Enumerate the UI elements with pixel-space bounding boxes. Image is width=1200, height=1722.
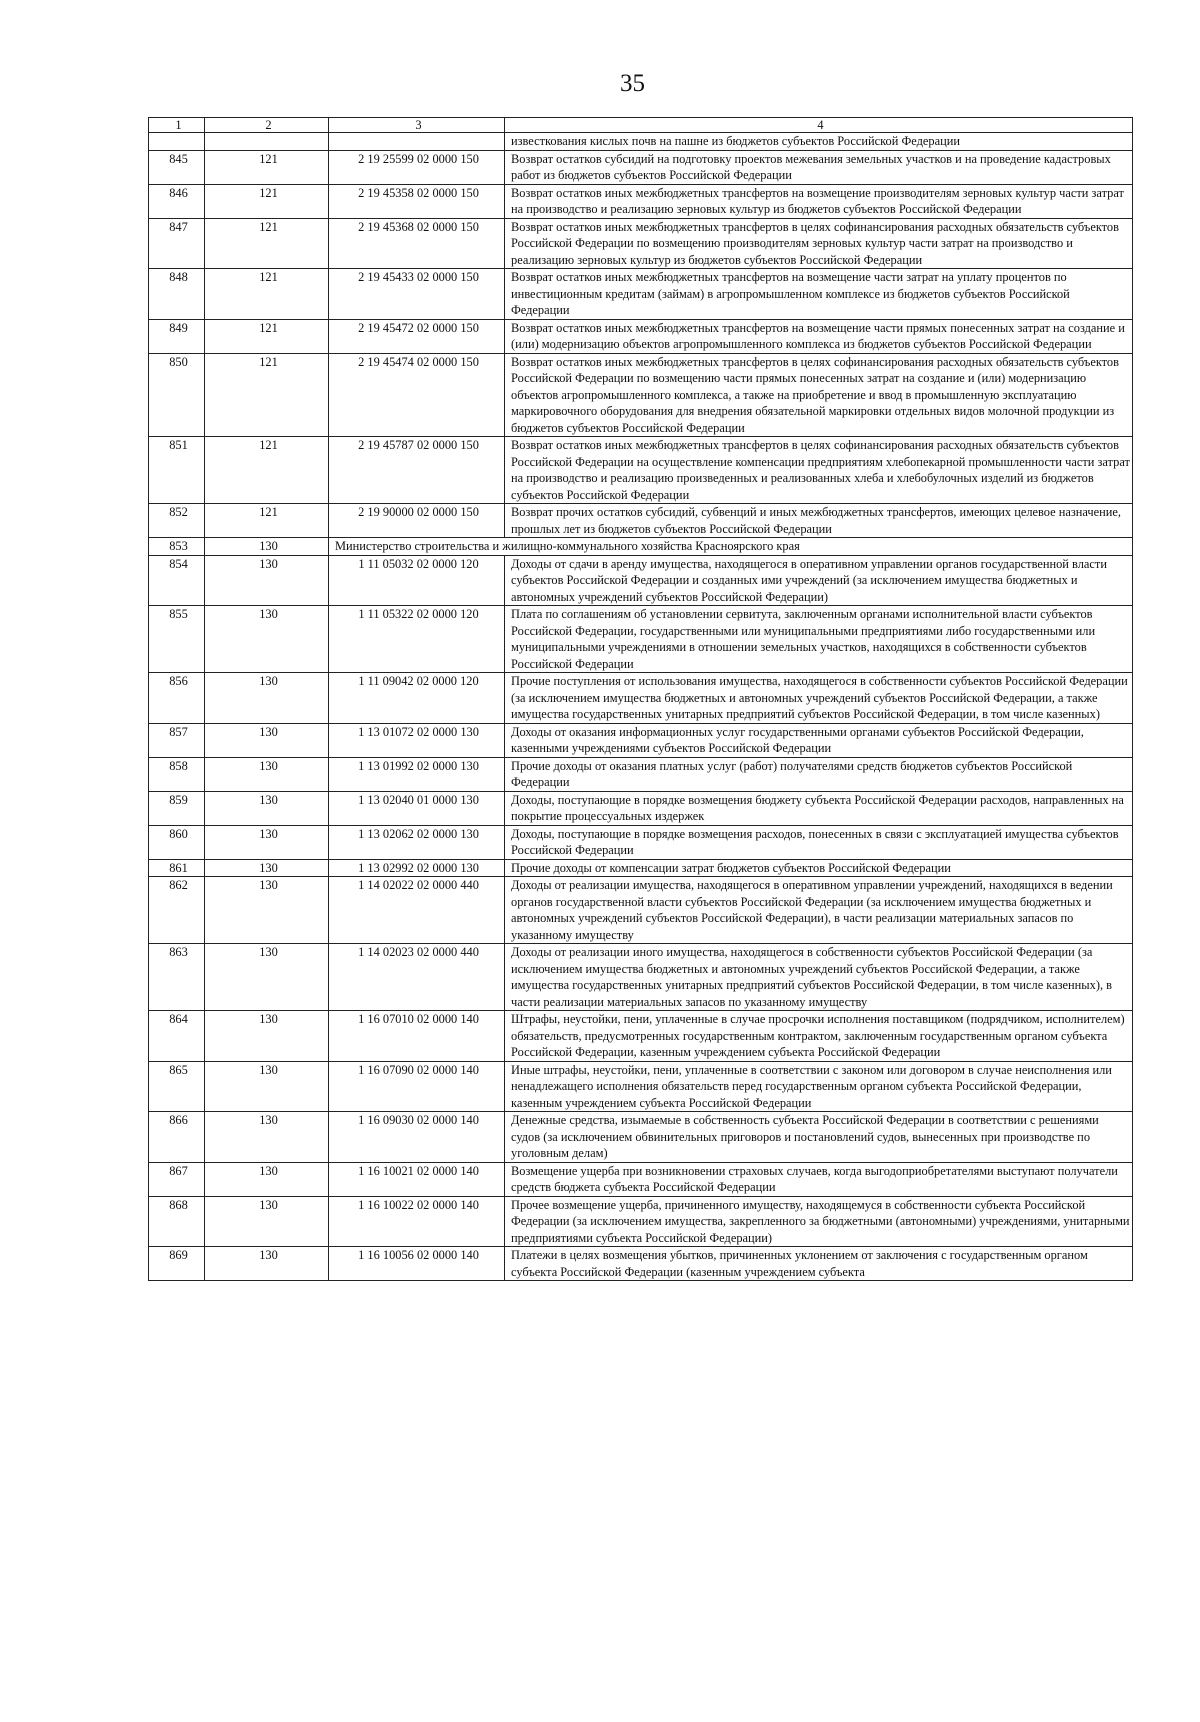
table-row [149, 944, 1133, 1011]
table-row [149, 877, 1133, 944]
budget-code-cell: 1 16 09030 02 0000 140 [329, 1112, 505, 1163]
table-row [149, 437, 1133, 504]
table-row [149, 606, 1133, 673]
table-row [149, 555, 1133, 606]
budget-code-cell: 1 16 10056 02 0000 140 [329, 1247, 505, 1281]
row-number-cell: 861 [149, 859, 205, 877]
admin-code-cell: 130 [205, 791, 329, 825]
table-row [149, 673, 1133, 724]
page-number: 35 [620, 70, 645, 97]
description-cell: Доходы от реализации имущества, находящегося в оперативном управлении учреждений, находящихся в ведении органов государственной власти субъектов Российской Федерации (за исключением имущества бюджетных и автономных учреждений субъектов Российской Федерации), в части реализации материальных запасов по указанному имуществу [505, 877, 1133, 944]
description-cell: Возврат остатков иных межбюджетных трансфертов в целях софинансирования расходных обязательств субъектов Российской Федерации по возмещению производителям зерновых культур части затрат на производство и реализацию зерновых культур из бюджетов субъектов Российской Федерации [505, 218, 1133, 269]
row-number-cell: 863 [149, 944, 205, 1011]
budget-code-cell: 1 11 05032 02 0000 120 [329, 555, 505, 606]
description-cell: Возврат прочих остатков субсидий, субвенций и иных межбюджетных трансфертов, имеющих целевое назначение, прошлых лет из бюджетов субъектов Российской Федерации [505, 504, 1133, 538]
row-number-cell: 853 [149, 538, 205, 556]
table-row [149, 1196, 1133, 1247]
admin-code-cell: 130 [205, 877, 329, 944]
budget-code-cell: 1 16 07010 02 0000 140 [329, 1011, 505, 1062]
table-row [149, 218, 1133, 269]
table-row [149, 150, 1133, 184]
table-row [149, 723, 1133, 757]
description-cell: известкования кислых почв на пашне из бюджетов субъектов Российской Федерации [505, 133, 1133, 151]
table-header-row [149, 118, 1133, 133]
budget-code-cell: 2 19 45358 02 0000 150 [329, 184, 505, 218]
description-cell: Возврат остатков иных межбюджетных трансфертов на возмещение части прямых понесенных затрат на создание и (или) модернизацию объектов агропромышленного комплекса из бюджетов субъектов Российской Федерации [505, 319, 1133, 353]
table-row [149, 1162, 1133, 1196]
row-number-cell: 860 [149, 825, 205, 859]
row-number-cell: 856 [149, 673, 205, 724]
description-cell: Прочие доходы от оказания платных услуг (работ) получателями средств бюджетов субъектов Российской Федерации [505, 757, 1133, 791]
budget-code-cell: 1 13 01992 02 0000 130 [329, 757, 505, 791]
table-row [149, 859, 1133, 877]
description-cell: Доходы от реализации иного имущества, находящегося в собственности субъектов Российской Федерации (за исключением имущества бюджетных и автономных учреждений субъектов Российской Федерации, а также имущества государственных унитарных предприятий субъектов Российской Федерации, в том числе казенных), в части реализации материальных запасов по указанному имуществу [505, 944, 1133, 1011]
table-row [149, 184, 1133, 218]
table-row [149, 269, 1133, 320]
table-row [149, 1112, 1133, 1163]
column-header: 2 [205, 118, 329, 133]
admin-code-cell: 121 [205, 184, 329, 218]
description-cell: Прочие доходы от компенсации затрат бюджетов субъектов Российской Федерации [505, 859, 1133, 877]
admin-code-cell: 130 [205, 673, 329, 724]
description-cell: Доходы от сдачи в аренду имущества, находящегося в оперативном управлении органов государственной власти субъектов Российской Федерации и созданных ими учреждений (за исключением имущества бюджетных и автономных учреждений субъектов Российской Федерации) [505, 555, 1133, 606]
row-number-cell: 869 [149, 1247, 205, 1281]
row-number-cell: 862 [149, 877, 205, 944]
budget-code-cell [329, 133, 505, 151]
row-number-cell: 855 [149, 606, 205, 673]
row-number-cell: 846 [149, 184, 205, 218]
admin-code-cell: 130 [205, 723, 329, 757]
budget-code-cell: 2 19 45472 02 0000 150 [329, 319, 505, 353]
budget-code-cell: 1 16 07090 02 0000 140 [329, 1061, 505, 1112]
row-number-cell: 866 [149, 1112, 205, 1163]
description-cell: Доходы, поступающие в порядке возмещения бюджету субъекта Российской Федерации расходов, направленных на покрытие процессуальных издержек [505, 791, 1133, 825]
row-number-cell: 848 [149, 269, 205, 320]
budget-code-cell: 1 11 05322 02 0000 120 [329, 606, 505, 673]
budget-code-cell: 2 19 45787 02 0000 150 [329, 437, 505, 504]
budget-code-cell: 1 16 10022 02 0000 140 [329, 1196, 505, 1247]
admin-code-cell: 130 [205, 1247, 329, 1281]
admin-code-cell: 121 [205, 353, 329, 437]
budget-code-cell: 1 13 02992 02 0000 130 [329, 859, 505, 877]
admin-code-cell: 130 [205, 1011, 329, 1062]
description-cell: Возврат остатков субсидий на подготовку проектов межевания земельных участков и на проведение кадастровых работ из бюджетов субъектов Российской Федерации [505, 150, 1133, 184]
table-row [149, 1247, 1133, 1281]
column-header: 1 [149, 118, 205, 133]
budget-code-cell: 1 11 09042 02 0000 120 [329, 673, 505, 724]
admin-code-cell: 130 [205, 1196, 329, 1247]
description-cell: Доходы, поступающие в порядке возмещения расходов, понесенных в связи с эксплуатацией имущества субъектов Российской Федерации [505, 825, 1133, 859]
row-number-cell: 845 [149, 150, 205, 184]
table-row [149, 1061, 1133, 1112]
budget-code-cell: 2 19 45474 02 0000 150 [329, 353, 505, 437]
table-row [149, 319, 1133, 353]
row-number-cell: 864 [149, 1011, 205, 1062]
column-header: 3 [329, 118, 505, 133]
table-body [149, 133, 1133, 1281]
description-cell: Доходы от оказания информационных услуг государственными органами субъектов Российской Федерации, казенными учреждениями субъектов Российской Федерации [505, 723, 1133, 757]
admin-code-cell: 130 [205, 538, 329, 556]
budget-code-cell: 1 14 02023 02 0000 440 [329, 944, 505, 1011]
admin-code-cell: 130 [205, 1112, 329, 1163]
description-cell: Денежные средства, изымаемые в собственность субъекта Российской Федерации в соответствии с решениями судов (за исключением обвинительных приговоров и постановлений судов, вынесенных при производстве по уголовным делам) [505, 1112, 1133, 1163]
admin-code-cell: 130 [205, 944, 329, 1011]
row-number-cell: 847 [149, 218, 205, 269]
row-number-cell: 857 [149, 723, 205, 757]
table-row [149, 133, 1133, 151]
table-row [149, 825, 1133, 859]
table-row [149, 757, 1133, 791]
description-cell: Возврат остатков иных межбюджетных трансфертов на возмещение производителям зерновых культур части затрат на производство и реализацию зерновых культур из бюджетов субъектов Российской Федерации [505, 184, 1133, 218]
row-number-cell: 850 [149, 353, 205, 437]
description-cell: Возврат остатков иных межбюджетных трансфертов в целях софинансирования расходных обязательств субъектов Российской Федерации по возмещению части прямых понесенных затрат на создание и (или) модернизацию объектов агропромышленного комплекса, а также на приобретение и ввод в промышленную эксплуатацию маркировочного оборудования для внедрения обязательной маркировки отдельных видов молочной продукции из бюджетов субъектов Российской Федерации [505, 353, 1133, 437]
row-number-cell: 859 [149, 791, 205, 825]
row-number-cell: 858 [149, 757, 205, 791]
description-cell: Иные штрафы, неустойки, пени, уплаченные в соответствии с законом или договором в случае неисполнения или ненадлежащего исполнения обязательств перед государственным органом субъекта Российской Федерации, казенным учреждением субъекта Российской Федерации [505, 1061, 1133, 1112]
revenue-codes-table [148, 117, 1133, 1281]
table-row [149, 538, 1133, 556]
admin-code-cell: 121 [205, 504, 329, 538]
table-row [149, 791, 1133, 825]
admin-code-cell: 130 [205, 1061, 329, 1112]
admin-code-cell: 121 [205, 218, 329, 269]
description-cell: Прочее возмещение ущерба, причиненного имуществу, находящемуся в собственности субъекта Российской Федерации (за исключением имущества, закрепленного за бюджетными (автономными) учреждениями, унитарными предприятиями субъекта Российской Федерации) [505, 1196, 1133, 1247]
admin-code-cell: 121 [205, 437, 329, 504]
description-cell: Штрафы, неустойки, пени, уплаченные в случае просрочки исполнения поставщиком (подрядчиком, исполнителем) обязательств, предусмотренных государственным контрактом, заключенным государственным органом субъекта Российской Федерации, казенным учреждением субъекта Российской Федерации [505, 1011, 1133, 1062]
description-cell: Прочие поступления от использования имущества, находящегося в собственности субъектов Российской Федерации (за исключением имущества бюджетных и автономных учреждений субъектов Российской Федерации, а также имущества государственных унитарных предприятий субъектов Российской Федерации, в том числе казенных) [505, 673, 1133, 724]
budget-code-cell: 1 13 01072 02 0000 130 [329, 723, 505, 757]
row-number-cell: 849 [149, 319, 205, 353]
admin-code-cell: 130 [205, 606, 329, 673]
budget-code-cell: 1 13 02062 02 0000 130 [329, 825, 505, 859]
admin-code-cell: 130 [205, 825, 329, 859]
admin-code-cell: 130 [205, 757, 329, 791]
row-number-cell: 867 [149, 1162, 205, 1196]
row-number-cell: 865 [149, 1061, 205, 1112]
row-number-cell: 868 [149, 1196, 205, 1247]
budget-code-cell: 2 19 45368 02 0000 150 [329, 218, 505, 269]
row-number-cell: 851 [149, 437, 205, 504]
admin-code-cell: 121 [205, 150, 329, 184]
description-cell: Возмещение ущерба при возникновении страховых случаев, когда выгодоприобретателями выступают получатели средств бюджета субъекта Российской Федерации [505, 1162, 1133, 1196]
description-cell: Возврат остатков иных межбюджетных трансфертов в целях софинансирования расходных обязательств субъектов Российской Федерации на осуществление компенсации предприятиям хлебопекарной промышленности части затрат на производство и реализацию произведенных и реализованных хлеба и хлебобулочных изделий из бюджетов субъектов Российской Федерации [505, 437, 1133, 504]
table-row [149, 504, 1133, 538]
budget-code-cell: 2 19 25599 02 0000 150 [329, 150, 505, 184]
row-number-cell: 852 [149, 504, 205, 538]
description-cell: Платежи в целях возмещения убытков, причиненных уклонением от заключения с государственным органом субъекта Российской Федерации (казенным учреждением субъекта [505, 1247, 1133, 1281]
row-number-cell: 854 [149, 555, 205, 606]
table-row [149, 353, 1133, 437]
admin-code-cell: 130 [205, 555, 329, 606]
admin-code-cell: 121 [205, 319, 329, 353]
budget-code-cell: 2 19 45433 02 0000 150 [329, 269, 505, 320]
budget-code-cell: 1 13 02040 01 0000 130 [329, 791, 505, 825]
column-header: 4 [505, 118, 1133, 133]
row-number-cell [149, 133, 205, 151]
description-cell: Возврат остатков иных межбюджетных трансфертов на возмещение части затрат на уплату процентов по инвестиционным кредитам (займам) в агропромышленном комплексе из бюджетов субъектов Российской Федерации [505, 269, 1133, 320]
admin-code-cell: 130 [205, 1162, 329, 1196]
budget-code-cell: 2 19 90000 02 0000 150 [329, 504, 505, 538]
administrator-name-cell: Министерство строительства и жилищно-коммунального хозяйства Красноярского края [329, 538, 1133, 556]
admin-code-cell: 130 [205, 859, 329, 877]
admin-code-cell [205, 133, 329, 151]
budget-code-cell: 1 16 10021 02 0000 140 [329, 1162, 505, 1196]
budget-code-cell: 1 14 02022 02 0000 440 [329, 877, 505, 944]
table-row [149, 1011, 1133, 1062]
admin-code-cell: 121 [205, 269, 329, 320]
description-cell: Плата по соглашениям об установлении сервитута, заключенным органами исполнительной власти субъектов Российской Федерации, государственными или муниципальными предприятиями либо государственными или муниципальными учреждениями в отношении земельных участков, находящихся в собственности субъектов Российской Федерации [505, 606, 1133, 673]
